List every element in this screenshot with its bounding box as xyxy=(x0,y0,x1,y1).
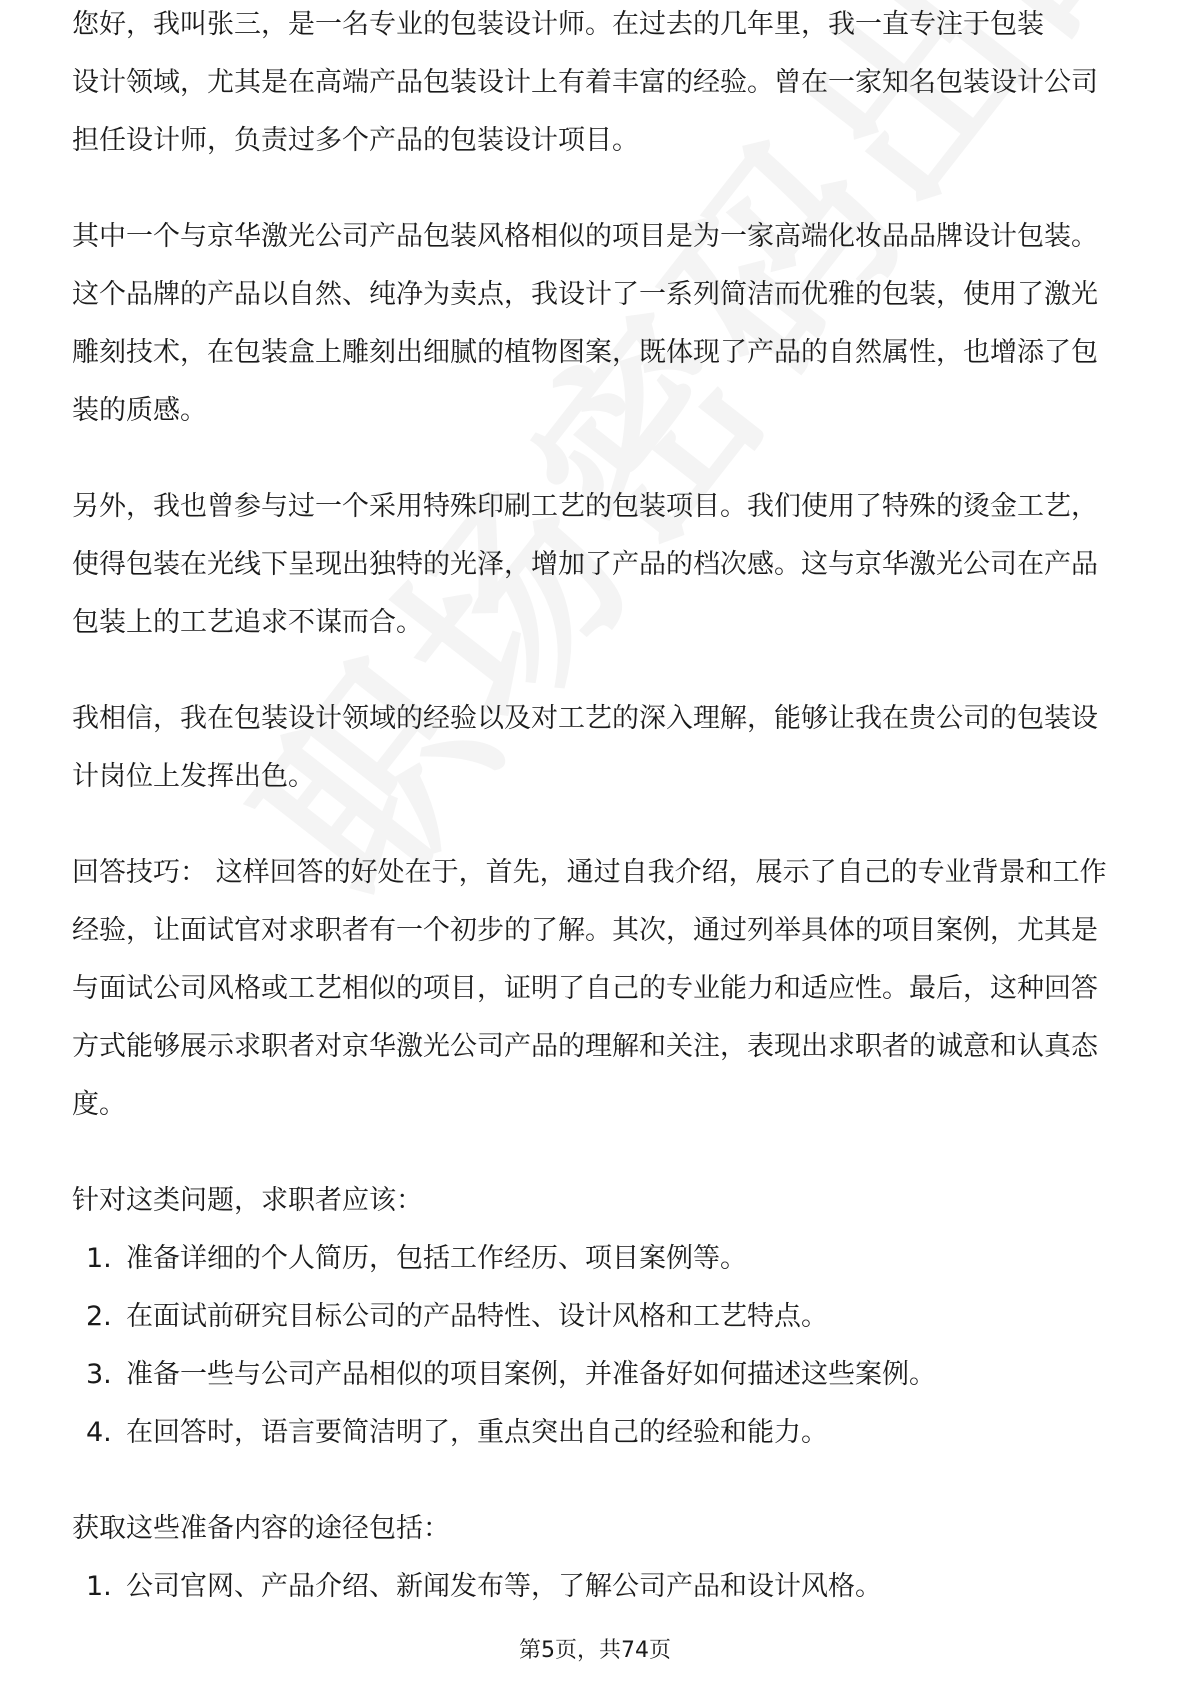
list-text: 在面试前研究目标公司的产品特性、设计风格和工艺特点。 xyxy=(126,1301,828,1332)
belief-paragraph: 我相信，我在包装设计领域的经验以及对工艺的深入理解，能够让我在贵公司的包装设计岗位上发挥出色。 xyxy=(72,703,1098,792)
list-number: 3. xyxy=(86,1359,112,1390)
list-text: 公司官网、产品介绍、新闻发布等，了解公司产品和设计风格。 xyxy=(126,1571,882,1602)
list-item xyxy=(86,1346,1122,1404)
intro-paragraph-cut-line: 您好，我叫张三，是一名专业的包装设计师。在过去的几年里，我一直专注于包装 xyxy=(72,9,1044,40)
list-number: 1. xyxy=(86,1571,112,1602)
printing-paragraph: 另外，我也曾参与过一个采用特殊印刷工艺的包装项目。我们使用了特殊的烫金工艺，使得包装在光线下呈现出独特的光泽，增加了产品的档次感。这与京华激光公司在产品包装上的工艺追求不谋而合。 xyxy=(72,491,1098,638)
should-intro: 针对这类问题，求职者应该： xyxy=(72,1185,423,1216)
list-item xyxy=(86,1230,1122,1288)
intro-paragraph: 设计领域，尤其是在高端产品包装设计上有着丰富的经验。曾在一家知名包装设计公司担任设计师，负责过多个产品的包装设计项目。 xyxy=(72,67,1098,156)
project-paragraph: 其中一个与京华激光公司产品包装风格相似的项目是为一家高端化妆品品牌设计包装。这个品牌的产品以自然、纯净为卖点，我设计了一系列简洁而优雅的包装，使用了激光雕刻技术，在包装盒上雕刻出细腻的植物图案，既体现了产品的自然属性，也增添了包装的质感。 xyxy=(72,221,1098,426)
should-list xyxy=(72,1230,1122,1462)
list-item xyxy=(86,1558,1122,1616)
list-number: 1. xyxy=(86,1243,112,1274)
document-body xyxy=(72,0,1122,1616)
list-item xyxy=(86,1404,1122,1462)
list-text: 准备详细的个人简历，包括工作经历、项目案例等。 xyxy=(126,1243,747,1274)
list-number: 2. xyxy=(86,1301,112,1332)
tips-paragraph: 回答技巧： 这样回答的好处在于，首先，通过自我介绍，展示了自己的专业背景和工作经验，让面试官对求职者有一个初步的了解。其次，通过列举具体的项目案例，尤其是与面试公司风格或工艺相似的项目，证明了自己的专业能力和适应性。最后，这种回答方式能够展示求职者对京华激光公司产品的理解和关注，表现出求职者的诚意和认真态度。 xyxy=(72,857,1107,1120)
sources-intro: 获取这些准备内容的途径包括： xyxy=(72,1513,450,1544)
list-item xyxy=(86,1288,1122,1346)
list-text: 准备一些与公司产品相似的项目案例，并准备好如何描述这些案例。 xyxy=(126,1359,936,1390)
list-number: 4. xyxy=(86,1417,112,1448)
sources-list xyxy=(72,1558,1122,1616)
page-footer: 第5页，共74页 xyxy=(519,1638,671,1663)
list-text: 在回答时，语言要简洁明了，重点突出自己的经验和能力。 xyxy=(126,1417,828,1448)
